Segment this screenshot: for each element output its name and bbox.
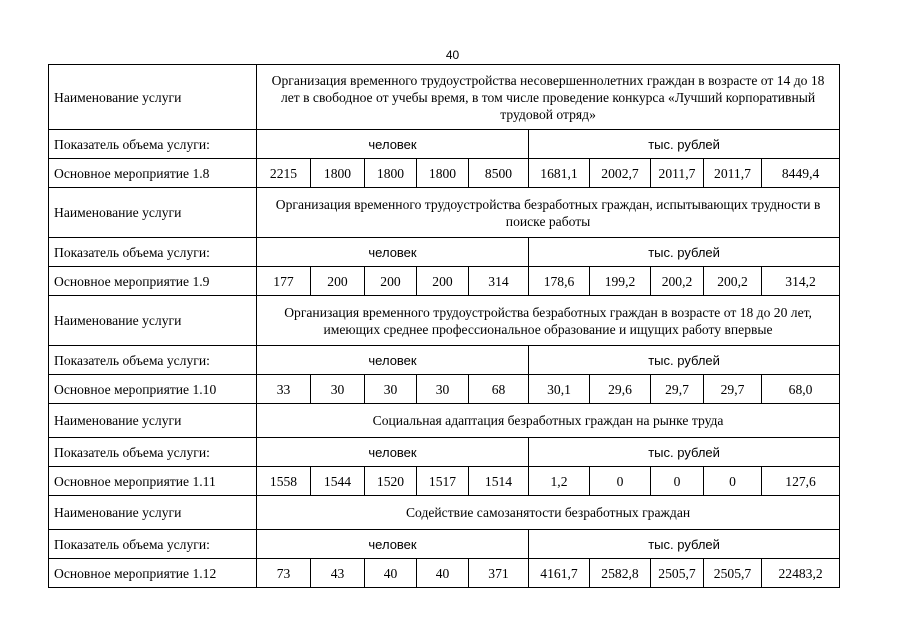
money-value: 2505,7	[704, 559, 762, 588]
money-value: 29,6	[590, 375, 651, 404]
money-value: 68,0	[762, 375, 840, 404]
service-name-row	[49, 404, 840, 438]
activity-name: Основное мероприятие 1.8	[49, 159, 257, 188]
money-value: 1681,1	[529, 159, 590, 188]
money-value: 4161,7	[529, 559, 590, 588]
people-value: 30	[365, 375, 417, 404]
money-value: 200,2	[704, 267, 762, 296]
money-value: 314,2	[762, 267, 840, 296]
people-value: 1800	[311, 159, 365, 188]
people-value: 40	[417, 559, 469, 588]
people-value: 1514	[469, 467, 529, 496]
indicator-row	[49, 346, 840, 375]
money-value: 1,2	[529, 467, 590, 496]
unit-money: тыс. рублей	[529, 530, 840, 559]
unit-people: человек	[257, 130, 529, 159]
money-value: 0	[590, 467, 651, 496]
service-name-row	[49, 188, 840, 238]
money-value: 29,7	[704, 375, 762, 404]
indicator-label: Показатель объема услуги:	[49, 438, 257, 467]
activity-name: Основное мероприятие 1.12	[49, 559, 257, 588]
service-name-label: Наименование услуги	[49, 404, 257, 438]
service-name-row	[49, 496, 840, 530]
money-value: 200,2	[651, 267, 704, 296]
unit-people: человек	[257, 438, 529, 467]
service-name-label: Наименование услуги	[49, 65, 257, 130]
activity-row	[49, 559, 840, 588]
services-table	[48, 64, 840, 588]
service-description: Содействие самозанятости безработных граждан	[257, 496, 840, 530]
people-value: 8500	[469, 159, 529, 188]
people-value: 200	[417, 267, 469, 296]
people-value: 1800	[417, 159, 469, 188]
unit-people: человек	[257, 530, 529, 559]
people-value: 1520	[365, 467, 417, 496]
money-value: 199,2	[590, 267, 651, 296]
people-value: 33	[257, 375, 311, 404]
people-value: 200	[365, 267, 417, 296]
money-value: 0	[704, 467, 762, 496]
service-description: Организация временного трудоустройства безработных граждан, испытывающих трудности в поиске работы	[257, 188, 840, 238]
indicator-row	[49, 238, 840, 267]
indicator-label: Показатель объема услуги:	[49, 530, 257, 559]
people-value: 68	[469, 375, 529, 404]
indicator-row	[49, 130, 840, 159]
indicator-label: Показатель объема услуги:	[49, 346, 257, 375]
money-value: 22483,2	[762, 559, 840, 588]
money-value: 30,1	[529, 375, 590, 404]
indicator-row	[49, 530, 840, 559]
service-name-label: Наименование услуги	[49, 296, 257, 346]
activity-name: Основное мероприятие 1.9	[49, 267, 257, 296]
activity-name: Основное мероприятие 1.10	[49, 375, 257, 404]
service-description: Социальная адаптация безработных граждан на рынке труда	[257, 404, 840, 438]
service-name-row	[49, 65, 840, 130]
activity-row	[49, 375, 840, 404]
money-value: 8449,4	[762, 159, 840, 188]
unit-money: тыс. рублей	[529, 346, 840, 375]
money-value: 2011,7	[651, 159, 704, 188]
unit-money: тыс. рублей	[529, 238, 840, 267]
money-value: 2582,8	[590, 559, 651, 588]
money-value: 2505,7	[651, 559, 704, 588]
money-value: 0	[651, 467, 704, 496]
activity-row	[49, 467, 840, 496]
people-value: 1800	[365, 159, 417, 188]
activity-name: Основное мероприятие 1.11	[49, 467, 257, 496]
money-value: 178,6	[529, 267, 590, 296]
people-value: 73	[257, 559, 311, 588]
service-name-label: Наименование услуги	[49, 188, 257, 238]
money-value: 2002,7	[590, 159, 651, 188]
people-value: 2215	[257, 159, 311, 188]
people-value: 1517	[417, 467, 469, 496]
people-value: 43	[311, 559, 365, 588]
people-value: 200	[311, 267, 365, 296]
unit-people: человек	[257, 346, 529, 375]
activity-row	[49, 267, 840, 296]
indicator-label: Показатель объема услуги:	[49, 130, 257, 159]
money-value: 29,7	[651, 375, 704, 404]
indicator-label: Показатель объема услуги:	[49, 238, 257, 267]
money-value: 2011,7	[704, 159, 762, 188]
service-description: Организация временного трудоустройства безработных граждан в возрасте от 18 до 20 лет, имеющих среднее профессиональное образование и ищущих работу впервые	[257, 296, 840, 346]
service-description: Организация временного трудоустройства несовершеннолетних граждан в возрасте от 14 до 18 лет в свободное от учебы время, в том числе проведение конкурса «Лучший корпоративный трудовой отряд»	[257, 65, 840, 130]
page-number: 40	[445, 48, 460, 62]
service-name-row	[49, 296, 840, 346]
unit-people: человек	[257, 238, 529, 267]
people-value: 1544	[311, 467, 365, 496]
people-value: 314	[469, 267, 529, 296]
people-value: 177	[257, 267, 311, 296]
people-value: 1558	[257, 467, 311, 496]
people-value: 371	[469, 559, 529, 588]
money-value: 127,6	[762, 467, 840, 496]
service-name-label: Наименование услуги	[49, 496, 257, 530]
people-value: 30	[311, 375, 365, 404]
activity-row	[49, 159, 840, 188]
unit-money: тыс. рублей	[529, 130, 840, 159]
unit-money: тыс. рублей	[529, 438, 840, 467]
indicator-row	[49, 438, 840, 467]
people-value: 40	[365, 559, 417, 588]
people-value: 30	[417, 375, 469, 404]
